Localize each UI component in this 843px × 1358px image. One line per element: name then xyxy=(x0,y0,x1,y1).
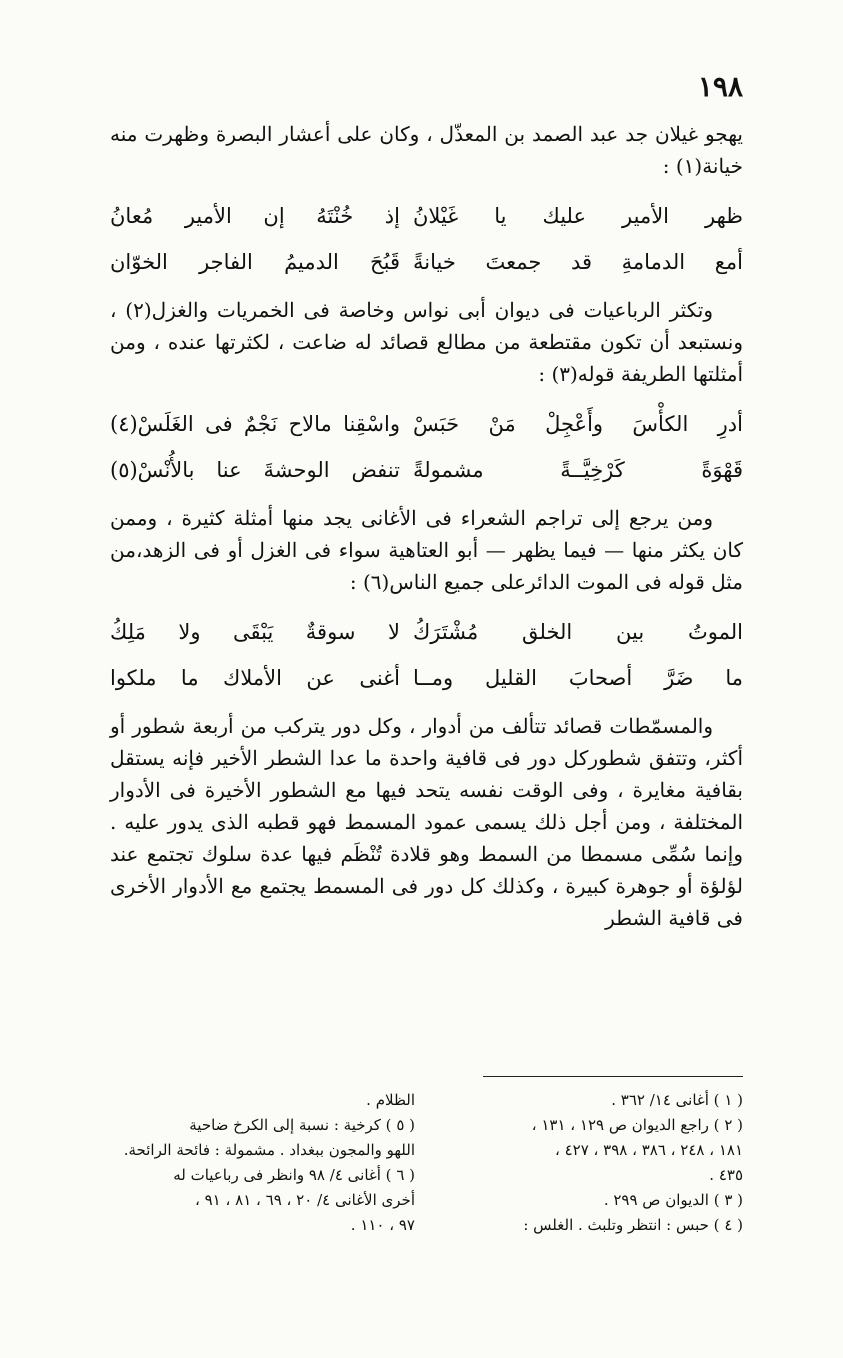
verse-second-hemistich: أغنى عن الأملاك ما ملكوا xyxy=(110,666,400,690)
verse-group-2 xyxy=(110,406,743,488)
footnote-line: ( ٦ ) أغانى ٤/ ٩٨ وانظر فى رباعيات له xyxy=(173,1166,415,1184)
verse-group-1 xyxy=(110,198,743,280)
verse-group-3 xyxy=(110,614,743,696)
paragraph-2: وتكثر الرباعيات فى ديوان أبى نواس وخاصة فى الخمريات والغزل(٢) ، ونستبعد أن تكون مقتطعة من مطالع قصائد له ضاعت ، لكثرتها عنده ، ومن أمثلتها الطريفة قوله(٣) : xyxy=(110,298,743,386)
footnotes-right-column xyxy=(438,1088,743,1238)
verse-first-hemistich: قَهْوَةً كَرْخِيَّــةً مشمولةً xyxy=(413,458,743,482)
paragraph-4: والمسمّطات قصائد تتألف من أدوار ، وكل دور يتركب من أربعة شطور أو أكثر، وتتفق شطوركل دور فى قافية واحدة ما عدا الشطر الأخير فإنه يستقل بقافية مغايرة ، وفى الوقت نفسه يتحد فيها مع الشطور الأخيرة فى الأدوار المختلفة ، ومن أجل ذلك يسمى عمود المسمط فهو قطبه الذى يدور عليه . وإنما سُمِّى مسمطا من السمط وهو قلادة تُنْظَم فيها عدة سلوك تجتمع عند لؤلؤة أو جوهرة كبيرة ، وكذلك كل دور فى المسمط يجتمع مع الأدوار الأخرى فى قافية الشطر xyxy=(110,714,743,930)
footnote-line: اللهو والمجون ببغداد . مشمولة : فائحة الرائحة. xyxy=(123,1141,415,1159)
paragraph-1: يهجو غيلان جد عبد الصمد بن المعذّل ، وكان على أعشار البصرة وظهرت منه خيانة(١) : xyxy=(110,122,743,178)
footnote-line: ١٨١ ، ٢٤٨ ، ٣٨٦ ، ٣٩٨ ، ٤٢٧ ، xyxy=(554,1141,743,1159)
verse-first-hemistich: الموتُ بين الخلق مُشْتَرَكُ xyxy=(413,620,743,644)
verse-line xyxy=(110,406,743,442)
footnotes-left-column xyxy=(110,1088,415,1238)
footnotes xyxy=(110,1088,743,1238)
verse-second-hemistich: واسْقِنا مالاح نَجْمٌ فى الغَلَسْ(٤) xyxy=(110,412,400,436)
footnote-line: الظلام . xyxy=(366,1091,415,1109)
footnote-line: أخرى الأغانى ٤/ ٢٠ ، ٦٩ ، ٨١ ، ٩١ ، xyxy=(195,1191,415,1209)
verse-line xyxy=(110,244,743,280)
footnote-divider xyxy=(483,1076,743,1077)
paragraph-3: ومن يرجع إلى تراجم الشعراء فى الأغانى يجد منها أمثلة كثيرة ، وممن كان يكثر منها — فيما يظهر — أبو العتاهية سواء فى الغزل أو فى الزهد،من مثل قوله فى الموت الدائرعلى جميع الناس(٦) : xyxy=(110,506,743,594)
verse-first-hemistich: ما ضَرَّ أصحابَ القليل ومــا xyxy=(413,666,743,690)
verse-second-hemistich: قَبُحَ الدميمُ الفاجر الخوّان xyxy=(110,250,400,274)
verse-line xyxy=(110,198,743,234)
verse-line xyxy=(110,614,743,650)
verse-second-hemistich: تنفض الوحشةَ عنا بالأُنْسْ(٥) xyxy=(110,458,400,482)
verse-first-hemistich: أدرِ الكأْسَ وأَعْجِلْ مَنْ حَبَسْ xyxy=(413,412,743,436)
footnote-line: ( ٤ ) حبس : انتظر وتلبث . الغلس : xyxy=(523,1216,743,1234)
footnote-line: ( ٣ ) الديوان ص ٢٩٩ . xyxy=(603,1191,743,1209)
footnote-line: ( ٥ ) كرخية : نسبة إلى الكرخ ضاحية xyxy=(189,1116,415,1134)
verse-second-hemistich: إذ خُنْتَهُ إن الأمير مُعانُ xyxy=(110,204,400,228)
verse-first-hemistich: ظهر الأمير عليك يا غَيْلانُ xyxy=(413,204,743,228)
verse-line xyxy=(110,660,743,696)
verse-first-hemistich: أمع الدمامةِ قد جمعتَ خيانةً xyxy=(413,250,743,274)
verse-line xyxy=(110,452,743,488)
verse-second-hemistich: لا سوقةٌ يَبْقَى ولا مَلِكُ xyxy=(110,620,400,644)
footnote-line: ٤٣٥ . xyxy=(709,1166,743,1184)
footnote-line: ٩٧ ، ١١٠ . xyxy=(350,1216,415,1234)
page-number: ١٩٨ xyxy=(697,70,743,103)
main-text xyxy=(110,118,743,948)
footnote-line: ( ١ ) أغانى ١٤/ ٣٦٢ . xyxy=(611,1091,743,1109)
footnote-line: ( ٢ ) راجع الديوان ص ١٢٩ ، ١٣١ ، xyxy=(531,1116,743,1134)
